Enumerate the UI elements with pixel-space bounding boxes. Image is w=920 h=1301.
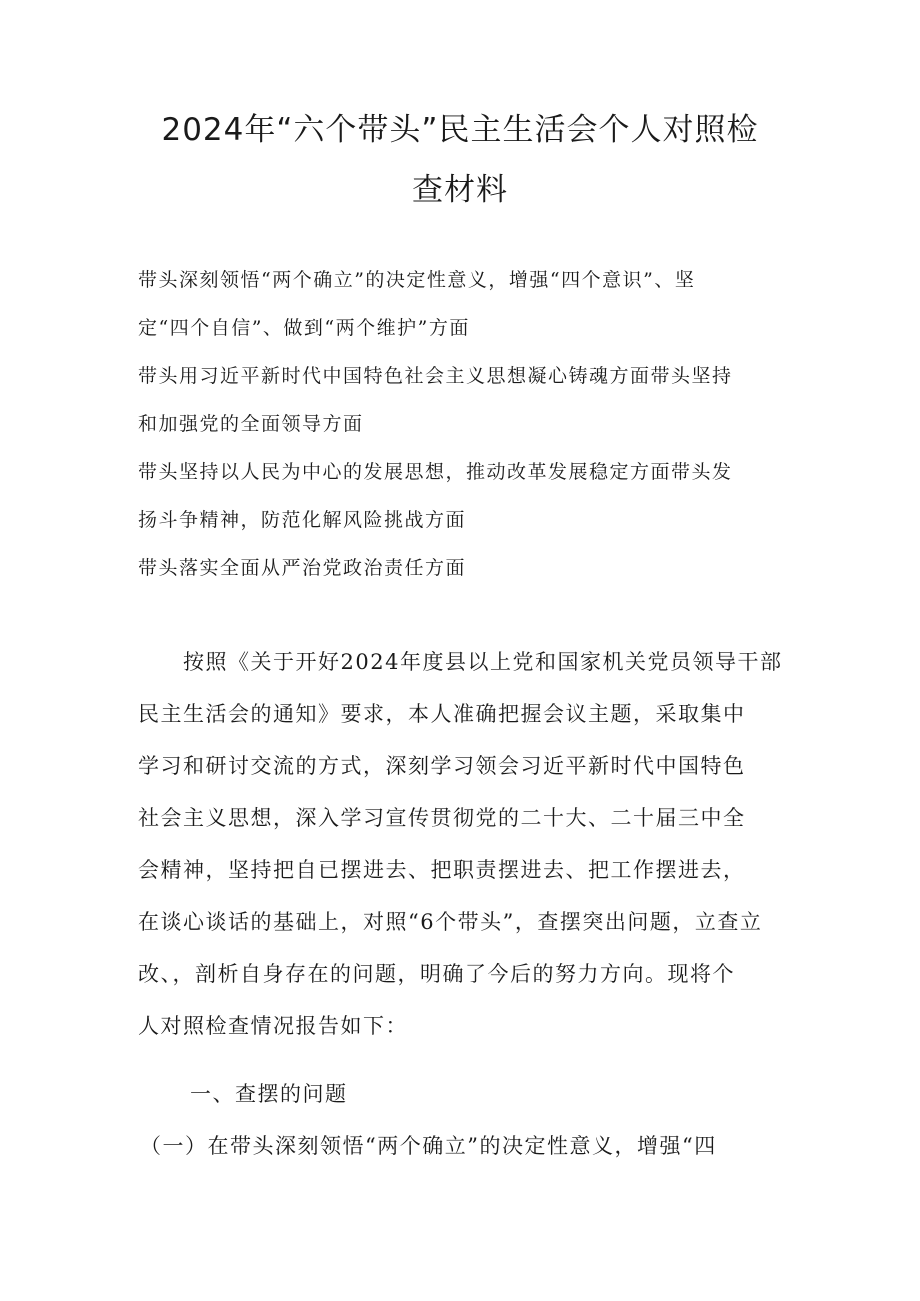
topic-list <box>138 256 788 592</box>
topic-line: 定“四个自信”、做到“两个维护”方面 <box>138 317 470 339</box>
paragraph-line: 改、，剖析自身存在的问题，明确了今后的努力方向。现将个 <box>138 962 735 986</box>
paragraph-line: 学习和研讨交流的方式，深刻学习领会习近平新时代中国特色 <box>138 754 746 778</box>
paragraph-line: 按照《关于开好2024年度县以上党和国家机关党员领导干部 <box>138 650 783 674</box>
paragraph-line: 会精神，坚持把自已摆进去、把职责摆进去、把工作摆进去， <box>138 858 746 882</box>
paragraph-line: 在谈心谈话的基础上，对照“6个带头”，查摆突出问题，立查立 <box>138 910 763 934</box>
topic-line: 带头深刻领悟“两个确立”的决定性意义，增强“四个意识”、坚 <box>138 269 696 291</box>
subsection-heading: （一）在带头深刻领悟“两个确立”的决定性意义，增强“四 <box>140 1134 717 1158</box>
document-title <box>120 100 800 220</box>
section-heading: 一、查摆的问题 <box>190 1082 348 1106</box>
topic-line: 扬斗争精神，防范化解风险挑战方面 <box>138 509 467 531</box>
paragraph-line: 社会主义思想，深入学习宣传贯彻党的二十大、二十届三中全 <box>138 806 746 830</box>
title-line-2: 查材料 <box>412 172 508 208</box>
title-line-1: 2024年“六个带头”民主生活会个人对照检 <box>161 112 759 148</box>
paragraph-line: 民主生活会的通知》要求，本人准确把握会议主题，采取集中 <box>138 702 746 726</box>
paragraph-line: 人对照检查情况报告如下： <box>138 1014 408 1038</box>
topic-line: 和加强党的全面领导方面 <box>138 413 364 435</box>
topic-line: 带头坚持以人民为中心的发展思想，推动改革发展稳定方面带头发 <box>138 461 733 483</box>
topic-line: 带头用习近平新时代中国特色社会主义思想凝心铸魂方面带头坚持 <box>138 365 733 387</box>
intro-paragraph <box>138 636 798 1052</box>
topic-line: 带头落实全面从严治党政治责任方面 <box>138 557 467 579</box>
